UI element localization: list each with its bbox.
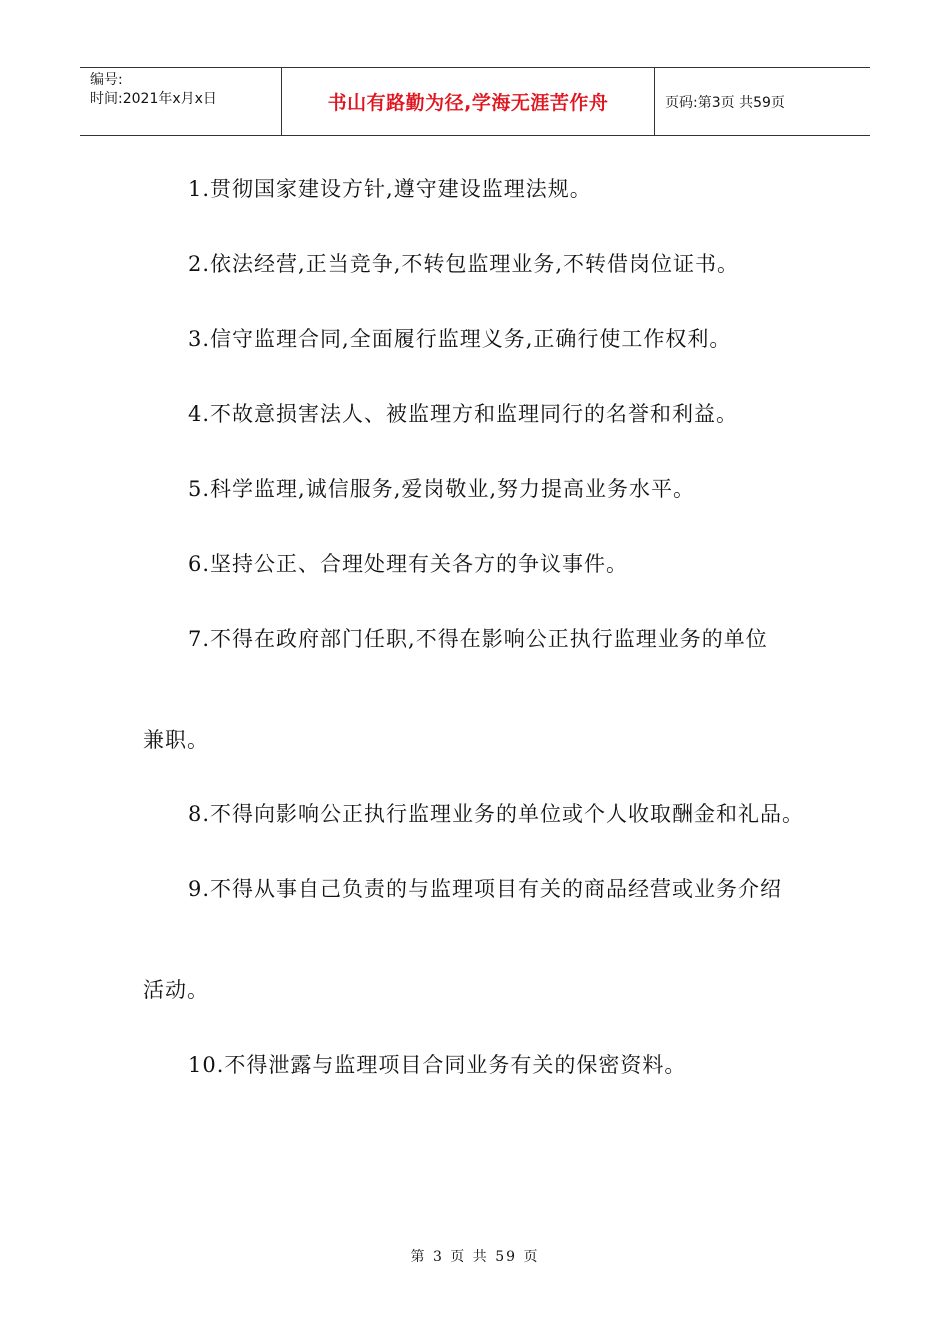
paragraph: 2.依法经营,正当竞争,不转包监理业务,不转借岗位证书。 [188, 252, 740, 276]
paragraph: 1.贯彻国家建设方针,遵守建设监理法规。 [188, 177, 592, 201]
paragraph-continuation: 活动。 [143, 978, 209, 1002]
paragraph: 8.不得向影响公正执行监理业务的单位或个人收取酬金和礼品。 [188, 802, 805, 826]
document-number-label: 编号: [90, 72, 123, 88]
header-motto: 书山有路勤为径,学海无涯苦作舟 [282, 68, 655, 135]
paragraph-continuation: 兼职。 [143, 728, 209, 752]
paragraph: 5.科学监理,诚信服务,爱岗敬业,努力提高业务水平。 [188, 477, 696, 501]
header-meta-cell [80, 68, 282, 135]
paragraph: 3.信守监理合同,全面履行监理义务,正确行使工作权利。 [188, 327, 732, 351]
paragraph: 9.不得从事自己负责的与监理项目有关的商品经营或业务介绍 [188, 877, 783, 901]
header-page-info: 页码:第3页 共59页 [665, 94, 785, 111]
paragraph: 7.不得在政府部门任职,不得在影响公正执行监理业务的单位 [188, 627, 768, 651]
document-date: 时间:2021年x月x日 [90, 91, 217, 107]
paragraph: 10.不得泄露与监理项目合同业务有关的保密资料。 [188, 1053, 687, 1077]
paragraph: 4.不故意损害法人、被监理方和监理同行的名誉和利益。 [188, 402, 739, 426]
page-footer: 第 3 页 共 59 页 [410, 1249, 540, 1265]
paragraph: 6.坚持公正、合理处理有关各方的争议事件。 [188, 552, 629, 576]
page-header [80, 67, 870, 136]
